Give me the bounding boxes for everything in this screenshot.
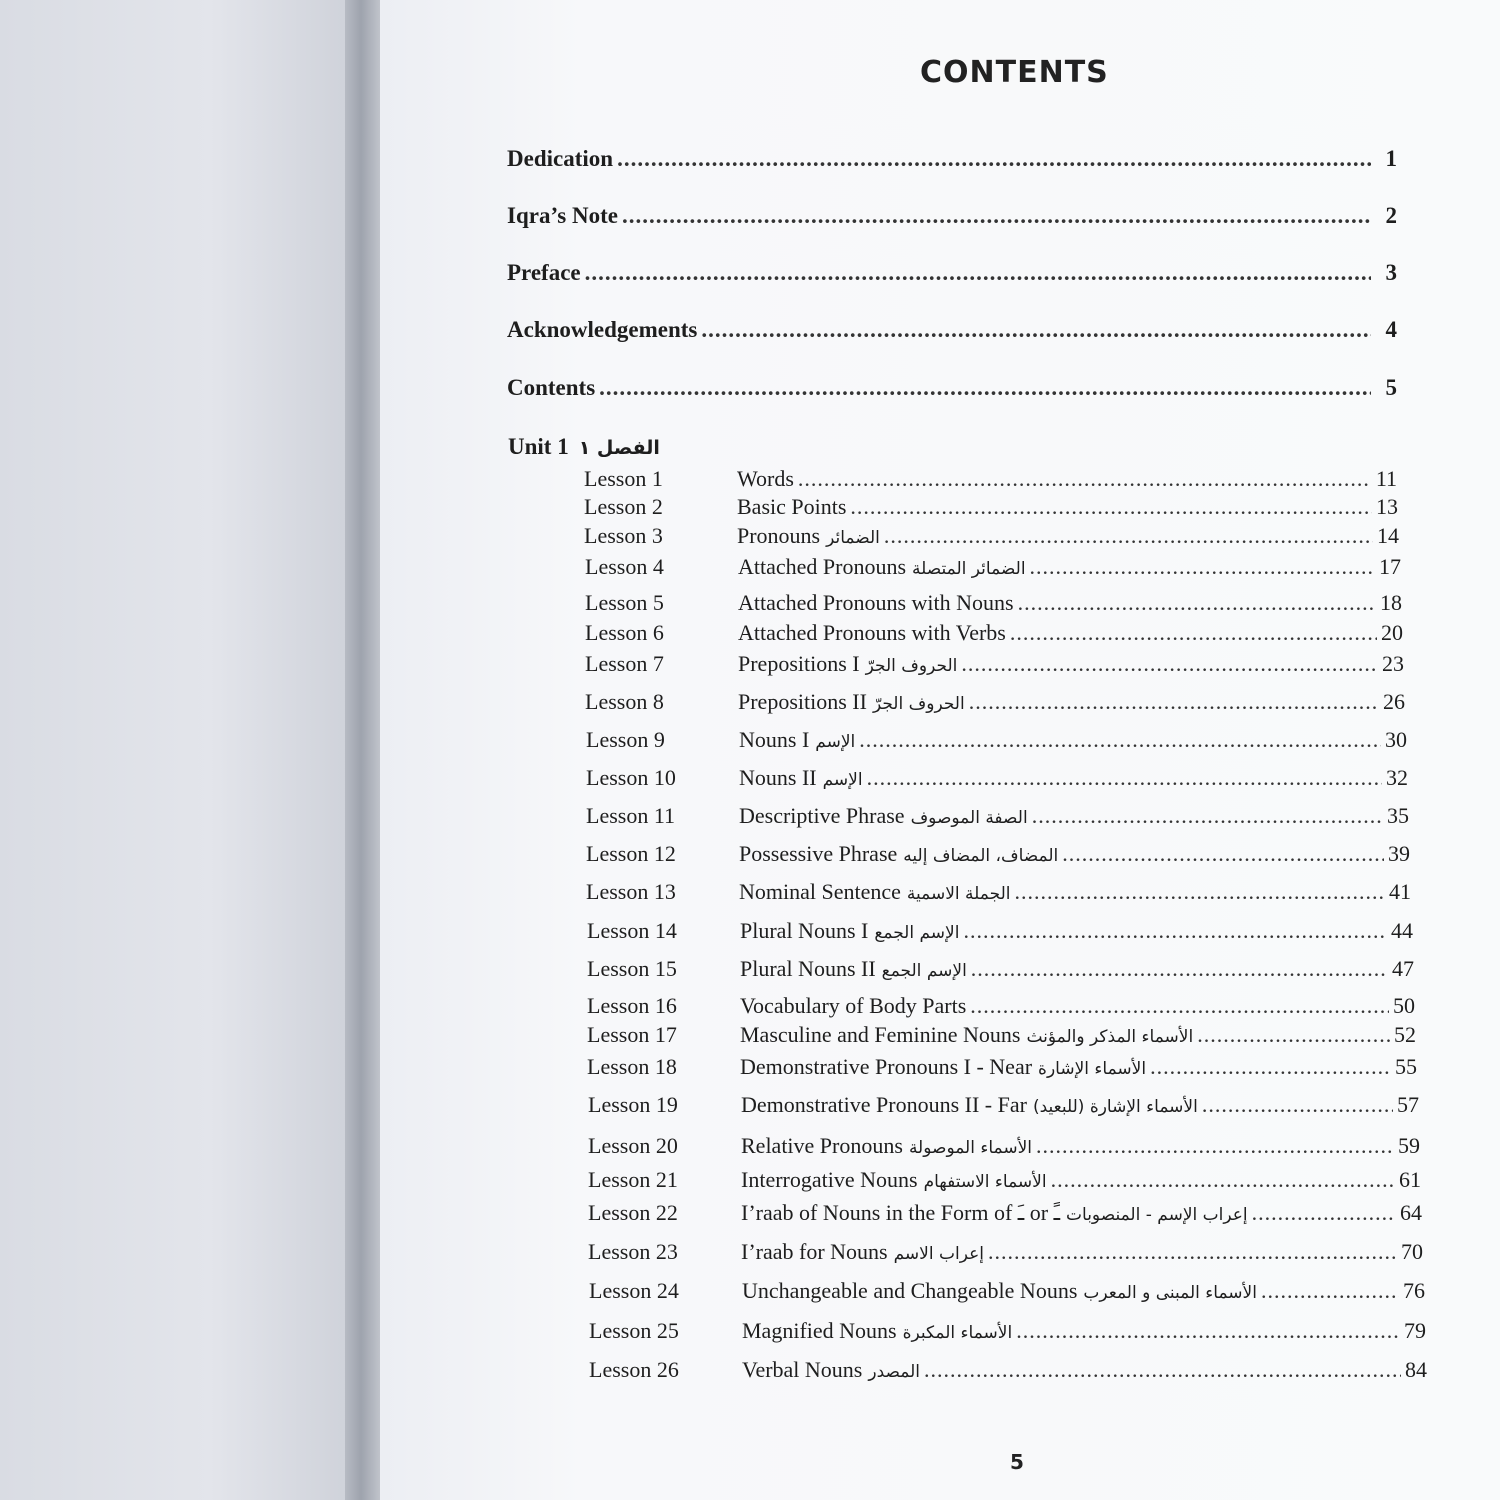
lesson-label: Lesson 5	[585, 590, 664, 615]
lesson-title: I’raab for Nouns	[741, 1239, 888, 1264]
lesson-page: 23	[1382, 651, 1404, 676]
lesson-page: 20	[1381, 620, 1403, 645]
lesson-entry	[586, 727, 1407, 753]
lesson-page: 35	[1387, 803, 1409, 828]
lesson-label: Lesson 16	[587, 993, 677, 1018]
dot-leader	[970, 993, 1389, 1019]
lesson-arabic-title: إعراب الاسم	[893, 1244, 984, 1264]
lesson-title: Attached Pronouns with Verbs	[738, 620, 1006, 645]
toc-entry-title: Iqra’s Note	[507, 203, 618, 228]
lesson-label: Lesson 8	[585, 689, 664, 714]
lesson-page: 14	[1377, 523, 1399, 548]
lesson-title-group	[740, 918, 959, 944]
lesson-arabic-title: الأسماء المبنى و المعرب	[1083, 1283, 1257, 1303]
lesson-title-group	[739, 727, 855, 753]
lesson-title: Magnified Nouns	[742, 1318, 897, 1343]
lesson-page: 84	[1405, 1357, 1427, 1382]
lesson-title: Interrogative Nouns	[741, 1167, 918, 1192]
lesson-label: Lesson 18	[587, 1054, 677, 1079]
toc-entry-page: 4	[1385, 317, 1397, 342]
lesson-label: Lesson 14	[587, 918, 677, 943]
lesson-label: Lesson 4	[585, 554, 664, 579]
dot-leader	[1202, 1092, 1393, 1118]
lesson-label: Lesson 1	[584, 466, 663, 491]
lesson-title-group	[741, 1133, 1032, 1159]
dot-leader	[850, 494, 1372, 520]
lesson-entry	[586, 765, 1408, 791]
lesson-entry	[585, 590, 1402, 616]
lesson-label: Lesson 13	[586, 879, 676, 904]
lesson-label: Lesson 17	[587, 1022, 677, 1047]
toc-entry-acknowledgements	[507, 317, 1397, 343]
lesson-entry	[586, 841, 1410, 867]
lesson-title-group	[742, 1318, 1012, 1344]
lesson-title: Prepositions II	[738, 689, 867, 714]
lesson-page: 64	[1400, 1200, 1422, 1225]
lesson-title: Demonstrative Pronouns II - Far	[741, 1092, 1027, 1117]
dot-leader	[798, 466, 1371, 492]
lesson-title-group	[739, 841, 1058, 867]
lesson-title-group	[739, 765, 863, 791]
lesson-label: Lesson 15	[587, 956, 677, 981]
lesson-arabic-title: الأسماء الإشارة (للبعيد)	[1032, 1097, 1198, 1117]
lesson-arabic-title: الضمائر المتصلة	[912, 559, 1026, 579]
lesson-entry	[584, 494, 1398, 520]
page-title: CONTENTS	[920, 55, 1109, 90]
lesson-entry	[587, 993, 1415, 1019]
lesson-arabic-title: الإسم	[822, 770, 863, 790]
lesson-arabic-title: الصفة الموصوف	[910, 808, 1028, 828]
lesson-arabic-title: الضمائر	[826, 528, 880, 548]
dot-leader	[622, 203, 1371, 229]
lesson-label: Lesson 9	[586, 727, 665, 752]
lesson-title: Plural Nouns II	[740, 956, 876, 981]
lesson-page: 52	[1394, 1022, 1416, 1047]
lesson-entry	[586, 803, 1409, 829]
lesson-label: Lesson 2	[584, 494, 663, 519]
lesson-title-group	[738, 554, 1026, 580]
left-page	[0, 0, 350, 1500]
lesson-title-group	[737, 494, 846, 520]
lesson-title-group	[738, 620, 1006, 646]
toc-entry-page: 5	[1385, 375, 1397, 400]
lesson-arabic-title: الحروف الجرّ	[872, 694, 965, 714]
unit-label: Unit 1	[508, 434, 569, 459]
lesson-arabic-title: الأسماء المكبرة	[902, 1323, 1013, 1343]
lesson-arabic-title: الأسماء المذكر والمؤنث	[1026, 1027, 1194, 1047]
dot-leader	[1051, 1167, 1395, 1193]
lesson-page: 79	[1404, 1318, 1426, 1343]
lesson-entry	[587, 1054, 1417, 1080]
lesson-label: Lesson 21	[588, 1167, 678, 1192]
lesson-title: Unchangeable and Changeable Nouns	[742, 1278, 1078, 1303]
dot-leader	[971, 956, 1388, 982]
lesson-arabic-title: الإسم الجمع	[874, 923, 960, 943]
lesson-label: Lesson 22	[588, 1200, 678, 1225]
lesson-entry	[585, 689, 1405, 715]
lesson-title-group	[738, 689, 965, 715]
dot-leader	[988, 1239, 1397, 1265]
lesson-page: 39	[1388, 841, 1410, 866]
lesson-arabic-title: الأسماء الاستفهام	[923, 1172, 1047, 1192]
lesson-page: 26	[1383, 689, 1405, 714]
lesson-title-group	[739, 803, 1028, 829]
lesson-label: Lesson 11	[586, 803, 676, 828]
lesson-title-group	[741, 1200, 1248, 1226]
dot-leader	[1032, 803, 1383, 829]
lesson-title: Basic Points	[737, 494, 847, 519]
lesson-arabic-title: الحروف الجرّ	[865, 656, 958, 676]
dot-leader	[1261, 1278, 1399, 1304]
lesson-label: Lesson 3	[584, 523, 663, 548]
lesson-label: Lesson 12	[586, 841, 676, 866]
lesson-arabic-title: المضاف، المضاف إليه	[903, 846, 1059, 866]
lesson-entry	[587, 918, 1413, 944]
lesson-title-group	[740, 1054, 1146, 1080]
lesson-page: 30	[1385, 727, 1407, 752]
lesson-title-group	[742, 1278, 1257, 1304]
toc-entry-title: Acknowledgements	[507, 317, 698, 342]
lesson-title-group	[741, 1167, 1047, 1193]
dot-leader	[617, 146, 1371, 172]
lesson-title: Words	[737, 466, 794, 491]
lesson-page: 11	[1375, 466, 1397, 491]
dot-leader	[867, 765, 1382, 791]
lesson-title-group	[741, 1239, 984, 1265]
lesson-entry	[588, 1239, 1423, 1265]
lesson-title: Masculine and Feminine Nouns	[740, 1022, 1021, 1047]
lesson-title-group	[740, 1022, 1193, 1048]
lesson-title: I’raab of Nouns in the Form of ـَ or ـً	[741, 1200, 1061, 1225]
toc-entry-preface	[507, 260, 1397, 286]
lesson-title: Prepositions I	[738, 651, 860, 676]
toc-entry-contents	[507, 375, 1397, 401]
lesson-arabic-title: الأسماء الإشارة	[1038, 1059, 1147, 1079]
lesson-page: 18	[1380, 590, 1402, 615]
lesson-entry	[586, 879, 1411, 905]
lesson-title-group	[737, 466, 794, 492]
lesson-page: 59	[1398, 1133, 1420, 1158]
dot-leader	[1018, 590, 1376, 616]
lesson-title: Vocabulary of Body Parts	[740, 993, 967, 1018]
lesson-entry	[588, 1167, 1421, 1193]
lesson-page: 61	[1399, 1167, 1421, 1192]
lesson-page: 17	[1379, 554, 1401, 579]
lesson-title: Pronouns	[737, 523, 821, 548]
lesson-title: Descriptive Phrase	[739, 803, 905, 828]
dot-leader	[884, 523, 1373, 549]
lesson-title-group	[742, 1357, 920, 1383]
lesson-entry	[585, 651, 1404, 677]
book-gutter	[345, 0, 385, 1500]
lesson-title-group	[739, 879, 1011, 905]
lesson-entry	[589, 1278, 1425, 1304]
lesson-title-group	[740, 956, 967, 982]
lesson-title-group	[738, 590, 1014, 616]
dot-leader	[1016, 1318, 1400, 1344]
toc-entry-dedication	[507, 146, 1397, 172]
lesson-title: Verbal Nouns	[742, 1357, 863, 1382]
lesson-page: 13	[1376, 494, 1398, 519]
lesson-title: Relative Pronouns	[741, 1133, 903, 1158]
lesson-label: Lesson 26	[589, 1357, 679, 1382]
lesson-title: Possessive Phrase	[739, 841, 898, 866]
lesson-page: 47	[1392, 956, 1414, 981]
lesson-title: Attached Pronouns	[738, 554, 907, 579]
lesson-title-group	[738, 651, 957, 677]
toc-entry-page: 3	[1385, 260, 1397, 285]
toc-entry-title: Dedication	[507, 146, 614, 171]
dot-leader	[1036, 1133, 1394, 1159]
lesson-label: Lesson 25	[589, 1318, 679, 1343]
unit-arabic: الفصل ١	[578, 437, 660, 459]
lesson-entry	[587, 1022, 1416, 1048]
lesson-title: Plural Nouns I	[740, 918, 869, 943]
lesson-label: Lesson 20	[588, 1133, 678, 1158]
dot-leader	[1010, 620, 1377, 646]
lesson-label: Lesson 7	[585, 651, 664, 676]
dot-leader	[1030, 554, 1375, 580]
unit-heading	[508, 434, 660, 460]
dot-leader	[924, 1357, 1401, 1383]
dot-leader	[859, 727, 1381, 753]
lesson-entry	[584, 523, 1399, 549]
toc-entry-title: Preface	[507, 260, 581, 285]
lesson-page: 44	[1391, 918, 1413, 943]
lesson-arabic-title: الإسم الجمع	[881, 961, 967, 981]
lesson-label: Lesson 10	[586, 765, 676, 790]
lesson-entry	[587, 956, 1414, 982]
dot-leader	[1252, 1200, 1396, 1226]
lesson-title: Nominal Sentence	[739, 879, 901, 904]
lesson-entry	[584, 466, 1397, 492]
lesson-arabic-title: الإسم	[815, 732, 856, 752]
lesson-arabic-title: الأسماء الموصولة	[908, 1138, 1033, 1158]
dot-leader	[969, 689, 1379, 715]
lesson-page: 41	[1389, 879, 1411, 904]
lesson-entry	[589, 1318, 1426, 1344]
lesson-arabic-title: الجملة الاسمية	[906, 884, 1011, 904]
lesson-page: 70	[1401, 1239, 1423, 1264]
lesson-arabic-title: المصدر	[868, 1362, 920, 1382]
dot-leader	[1062, 841, 1384, 867]
lesson-label: Lesson 6	[585, 620, 664, 645]
toc-entry-iqra-s-note	[507, 203, 1397, 229]
lesson-title: Nouns I	[739, 727, 810, 752]
dot-leader	[599, 375, 1371, 401]
lesson-title-group	[740, 993, 966, 1019]
dot-leader	[1150, 1054, 1391, 1080]
dot-leader	[585, 260, 1371, 286]
lesson-page: 57	[1397, 1092, 1419, 1117]
lesson-entry	[588, 1133, 1420, 1159]
lesson-arabic-title: إعراب الإسم - المنصوبات	[1066, 1205, 1248, 1225]
lesson-label: Lesson 19	[588, 1092, 678, 1117]
lesson-title: Nouns II	[739, 765, 817, 790]
dot-leader	[1197, 1022, 1390, 1048]
lesson-title-group	[741, 1092, 1198, 1118]
lesson-title-group	[737, 523, 880, 549]
dot-leader	[961, 651, 1378, 677]
lesson-title: Demonstrative Pronouns I - Near	[740, 1054, 1033, 1079]
dot-leader	[701, 317, 1371, 343]
lesson-page: 50	[1393, 993, 1415, 1018]
toc-entry-title: Contents	[507, 375, 596, 400]
lesson-label: Lesson 23	[588, 1239, 678, 1264]
toc-entry-page: 1	[1385, 146, 1397, 171]
lesson-page: 76	[1403, 1278, 1425, 1303]
dot-leader	[1015, 879, 1386, 905]
lesson-entry	[588, 1092, 1419, 1118]
lesson-page: 32	[1386, 765, 1408, 790]
lesson-page: 55	[1395, 1054, 1417, 1079]
lesson-entry	[585, 554, 1401, 580]
lesson-entry	[589, 1357, 1427, 1383]
lesson-title: Attached Pronouns with Nouns	[738, 590, 1014, 615]
page-number: 5	[1010, 1450, 1024, 1474]
toc-entry-page: 2	[1385, 203, 1397, 228]
dot-leader	[963, 918, 1387, 944]
lesson-label: Lesson 24	[589, 1278, 679, 1303]
lesson-entry	[588, 1200, 1422, 1226]
lesson-entry	[585, 620, 1403, 646]
